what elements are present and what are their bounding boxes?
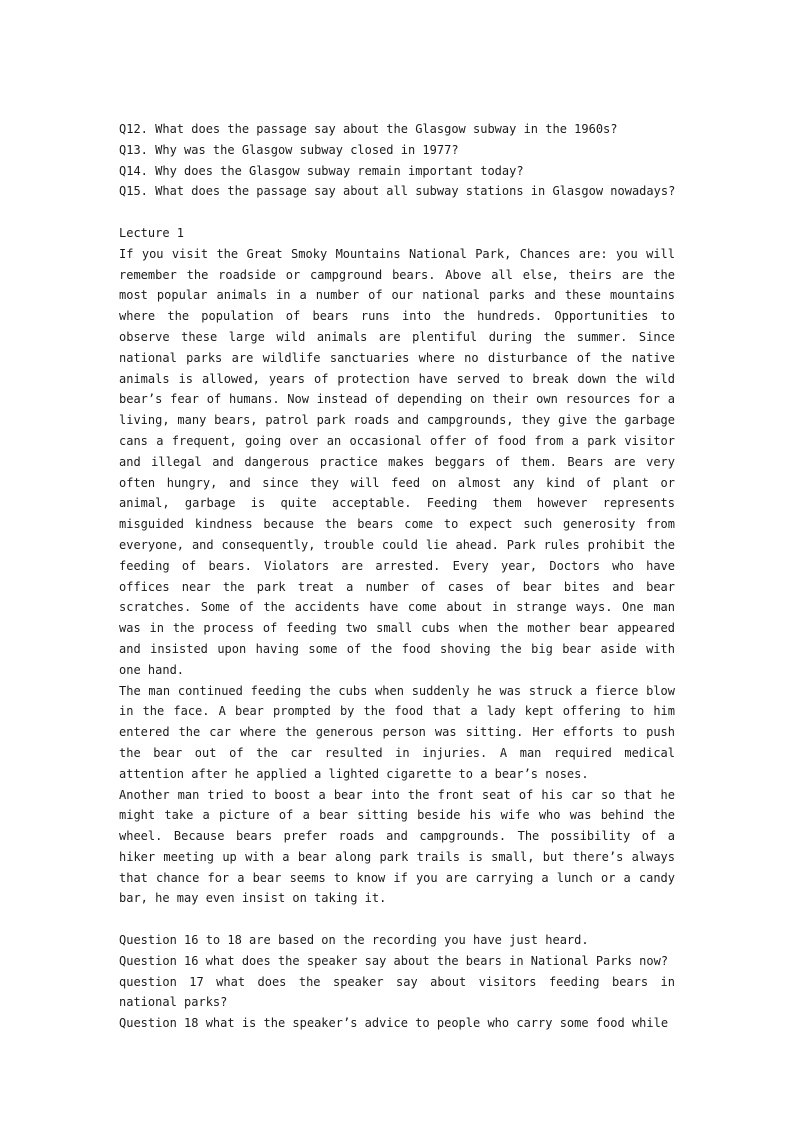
question-q14: Q14. Why does the Glasgow subway remain important today? (119, 163, 524, 178)
question-q12: Q12. What does the passage say about the Glasgow subway in the 1960s? (119, 122, 618, 136)
question-q15: Q15. What does the passage say about all subway stations in Glasgow nowadays? (119, 184, 675, 199)
question-16: Question 16 what does the speaker say about the bears in National Parks now? (119, 953, 669, 968)
lecture-paragraph-2: The man continued feeding the cubs when suddenly he was struck a fierce blow in the face. A bear prompted by the food that a lady kept offering to him entered the car where the generous person was sitting. Her efforts to push the bear out of the car resulted in injuries. A man required medical attention after he applied a lighted cigarette to a bear’s noses. (119, 683, 675, 781)
questions-bottom-list (119, 930, 675, 1034)
questions-intro: Question 16 to 18 are based on the recording you have just heard. (119, 933, 589, 948)
blank-line (119, 202, 675, 223)
lecture-heading: Lecture 1 (119, 225, 185, 240)
lecture-body (119, 244, 675, 910)
lecture-paragraph-1: If you visit the Great Smoky Mountains National Park, Chances are: you will remember the roadside or campground bears. Above all else, theirs are the most popular animals in a number of our national parks and these mountains where the population of bears runs into the hundreds. Opportunities to observe these large wild animals are plentiful during the summer. Since national parks are wildlife sanctuaries where no disturbance of the native animals is allowed, years of protection have served to break down the wild bear’s fear of humans. Now instead of depending on their own resources for a living, many bears, patrol park roads and campgrounds, they give the garbage cans a frequent, going over an occasional offer of food from a park visitor and illegal and dangerous practice makes beggars of them. Bears are very often hungry, and since they will feed on almost any kind of plant or animal, garbage is quite acceptable. Feeding them however represents misguided kindness because the bears come to expect such generosity from everyone, and consequently, trouble could lie ahead. Park rules prohibit the feeding of bears. Violators are arrested. Every year, Doctors who have offices near the park treat a number of cases of bear bites and bear scratches. Some of the accidents have come about in strange ways. One man was in the process of feeding two small cubs when the mother bear appeared and insisted upon having some of the food shoving the big bear aside with one hand. (119, 246, 675, 677)
question-18: Question 18 what is the speaker’s advice to people who carry some food while (119, 1016, 669, 1031)
question-q13: Q13. Why was the Glasgow subway closed in 1977? (119, 142, 459, 157)
document-page (119, 119, 675, 1034)
lecture-paragraph-3: Another man tried to boost a bear into the front seat of his car so that he might take a picture of a bear sitting beside his wife who was behind the wheel. Because bears prefer roads and campgrounds. The possibility of a hiker meeting up with a bear along park trails is small, but there’s always that chance for a bear seems to know if you are carrying a lunch or a candy bar, he may even insist on taking it. (119, 787, 675, 906)
questions-top-list (119, 119, 675, 202)
question-17: question 17 what does the speaker say about visitors feeding bears in national parks? (119, 974, 675, 1010)
blank-line (119, 909, 675, 930)
